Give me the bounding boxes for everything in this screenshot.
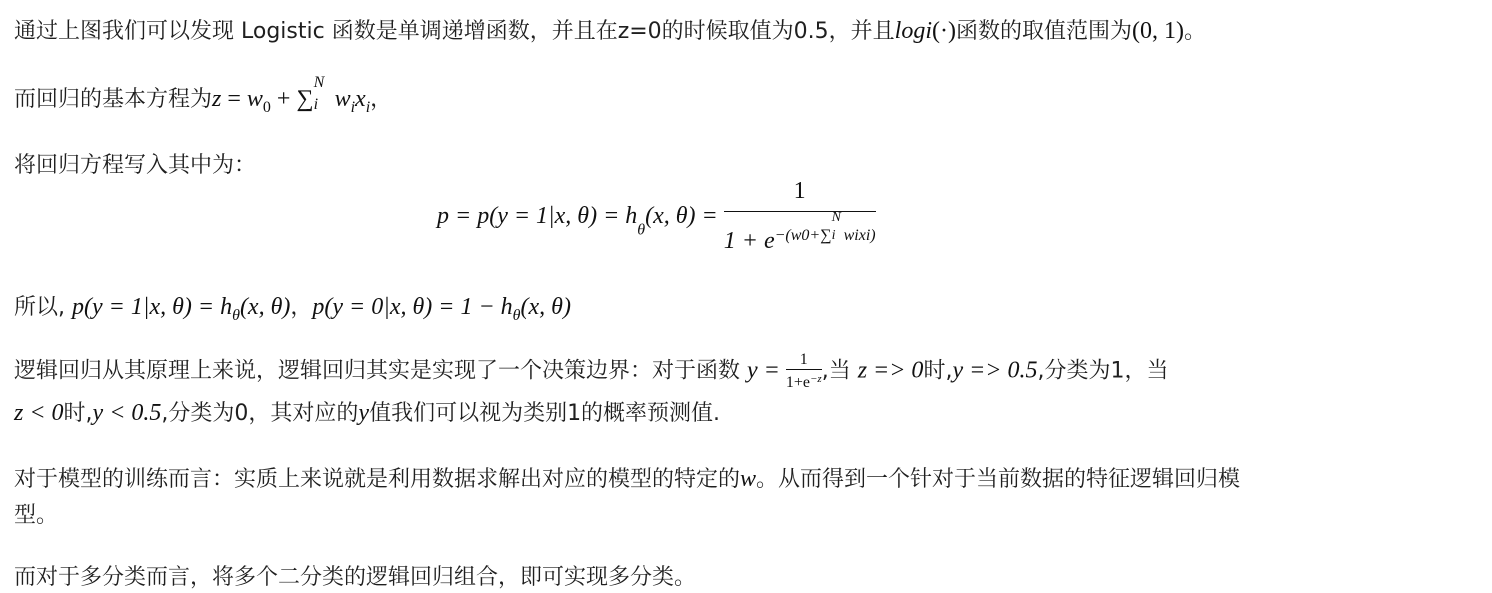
math-paren: (·) [932, 18, 956, 44]
text: 逻辑回归从其原理上来说，逻辑回归其实是实现了一个决策边界：对于函数 [14, 358, 747, 384]
math-eq: = [221, 86, 247, 112]
equation-fraction [724, 178, 876, 255]
text: ,分类为1，当 [1037, 358, 1169, 384]
paragraph-training [14, 462, 1240, 493]
math-sub: i [831, 228, 836, 243]
math-expr: p(y = 1|x, θ) = h [72, 294, 233, 320]
paragraph-training-line2 [14, 498, 58, 529]
text: ， [370, 87, 393, 112]
math-sub: θ [232, 307, 240, 324]
math-sub: 0 [262, 99, 271, 116]
math-cond: z < 0 [14, 400, 64, 426]
math-mid: (x, θ) = [645, 203, 724, 229]
math-den: 1+e [785, 374, 810, 391]
math-y-eq: y = [747, 357, 786, 384]
paragraph-multiclass [14, 560, 696, 591]
math-w: w [334, 86, 351, 112]
text: 时, [923, 358, 953, 384]
math-sub: θ [512, 307, 521, 324]
text: ,当 [821, 358, 858, 384]
text: 而对于多分类而言，将多个二分类的逻辑回归组合，即可实现多分类。 [14, 565, 697, 590]
paragraph-substitute [14, 148, 256, 179]
math-sub: i [365, 99, 371, 116]
math-den: 1 + e [723, 228, 775, 254]
sigmoid-fraction [786, 352, 822, 391]
math-w: w [740, 466, 757, 492]
math-expr: (x, θ) [239, 294, 291, 320]
text: 型。 [14, 503, 59, 528]
math-cond: z => 0 [857, 357, 924, 384]
math-sup: N [313, 74, 325, 91]
math-z: z [212, 86, 222, 112]
text: 。 [1184, 19, 1207, 44]
text: 所以, [14, 295, 72, 320]
text: 值我们可以视为类别1的概率预测值. [369, 401, 721, 426]
math-expr: p(y = 0|x, θ) = 1 − h [312, 294, 513, 320]
math-y: y [358, 400, 370, 426]
math-cond: y < 0.5 [92, 400, 162, 426]
math-sup: N [831, 210, 841, 225]
text: ， [290, 295, 313, 320]
text: ,分类为0，其对应的 [161, 401, 359, 426]
text: 对于模型的训练而言：实质上来说就是利用数据求解出对应的模型的特定的 [14, 467, 741, 492]
paragraph-therefore [14, 290, 571, 325]
math-sub: i [350, 99, 356, 116]
math-plus: + [270, 86, 297, 112]
paragraph-regression-equation [14, 74, 393, 117]
math-exponent: −z [809, 373, 822, 385]
sum-limits [831, 210, 844, 246]
sum-limits [313, 74, 328, 113]
text: 而回归的基本方程为 [14, 87, 213, 112]
fraction-numerator: 1 [724, 178, 876, 212]
text: 函数的取值范围为 [956, 19, 1133, 44]
math-cond: y => 0.5 [952, 357, 1038, 384]
text: 时, [63, 401, 93, 426]
text: 。从而得到一个针对于当前数据的特征逻辑回归模 [756, 467, 1241, 492]
math-x: x [355, 86, 366, 112]
fraction-denominator [724, 212, 876, 255]
math-expr: (x, θ) [520, 294, 571, 320]
fraction-numerator: 1 [786, 352, 822, 370]
fraction-denominator [786, 370, 822, 391]
paragraph-decision-boundary [14, 352, 1168, 391]
math-w: w [246, 86, 263, 112]
math-exponent: −(w0+∑ [774, 227, 832, 244]
math-lhs: p = p(y = 1|x, θ) = h [437, 203, 638, 229]
math-sub: θ [637, 221, 646, 239]
text: 将回归方程写入其中为： [14, 153, 257, 178]
math-sum: ∑ [296, 86, 314, 112]
math-logi: logi [894, 18, 933, 44]
display-equation [437, 178, 876, 255]
math-range: (0, 1) [1132, 18, 1184, 44]
paragraph-logistic-property [14, 14, 1206, 45]
text: 通过上图我们可以发现 Logistic 函数是单调递增函数，并且在z=0的时候取值为0.5，并且 [14, 19, 895, 44]
math-sub: i [313, 96, 319, 113]
paragraph-decision-boundary-line2 [14, 396, 720, 427]
math-exponent: wixi) [843, 227, 876, 244]
